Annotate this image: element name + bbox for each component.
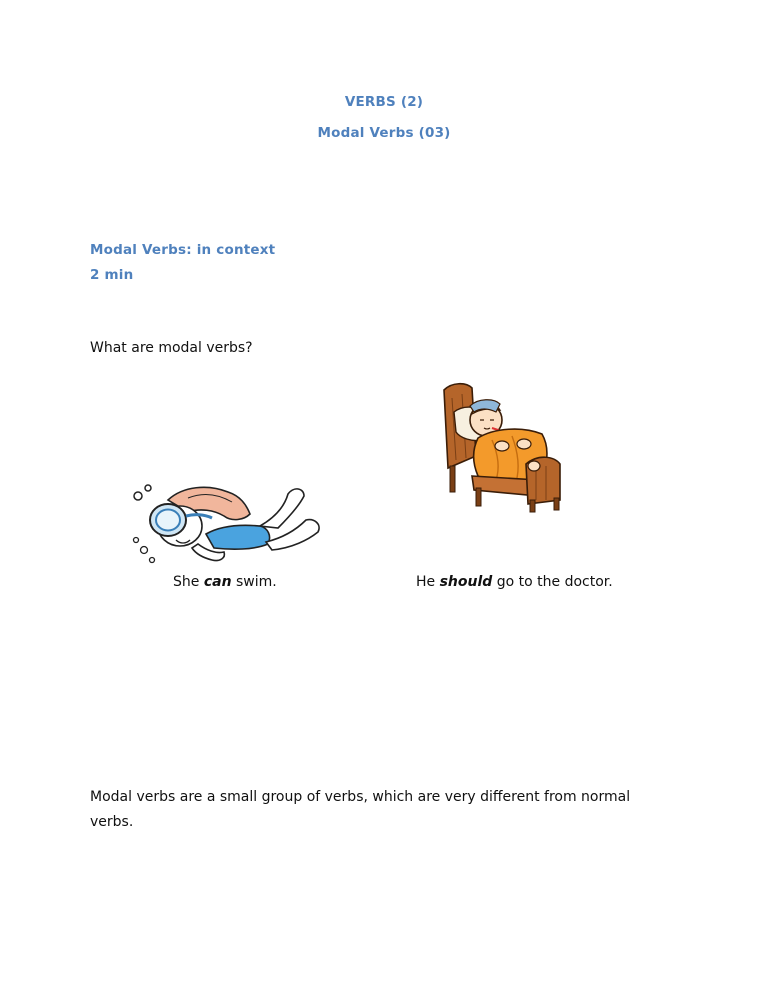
- modal-word-can: can: [203, 574, 232, 590]
- section-title: Modal Verbs: in context: [90, 242, 276, 258]
- modal-word-should: should: [439, 574, 493, 590]
- section-duration: 2 min: [90, 267, 134, 283]
- caption-should-before: He: [416, 574, 440, 590]
- question-text: What are modal verbs?: [90, 340, 253, 356]
- document-title: VERBS (2): [344, 94, 424, 110]
- definition-paragraph: Modal verbs are a small group of verbs, which are very different from normal verbs.: [90, 789, 631, 830]
- caption-can: [173, 574, 277, 590]
- document-subtitle: Modal Verbs (03): [317, 125, 451, 141]
- caption-should: [416, 574, 613, 590]
- swimming-girl-illustration: [128, 478, 328, 570]
- caption-can-after: swim.: [231, 574, 277, 590]
- caption-can-before: She: [173, 574, 204, 590]
- caption-should-after: go to the doctor.: [492, 574, 613, 590]
- sick-boy-in-bed-illustration: [438, 376, 566, 514]
